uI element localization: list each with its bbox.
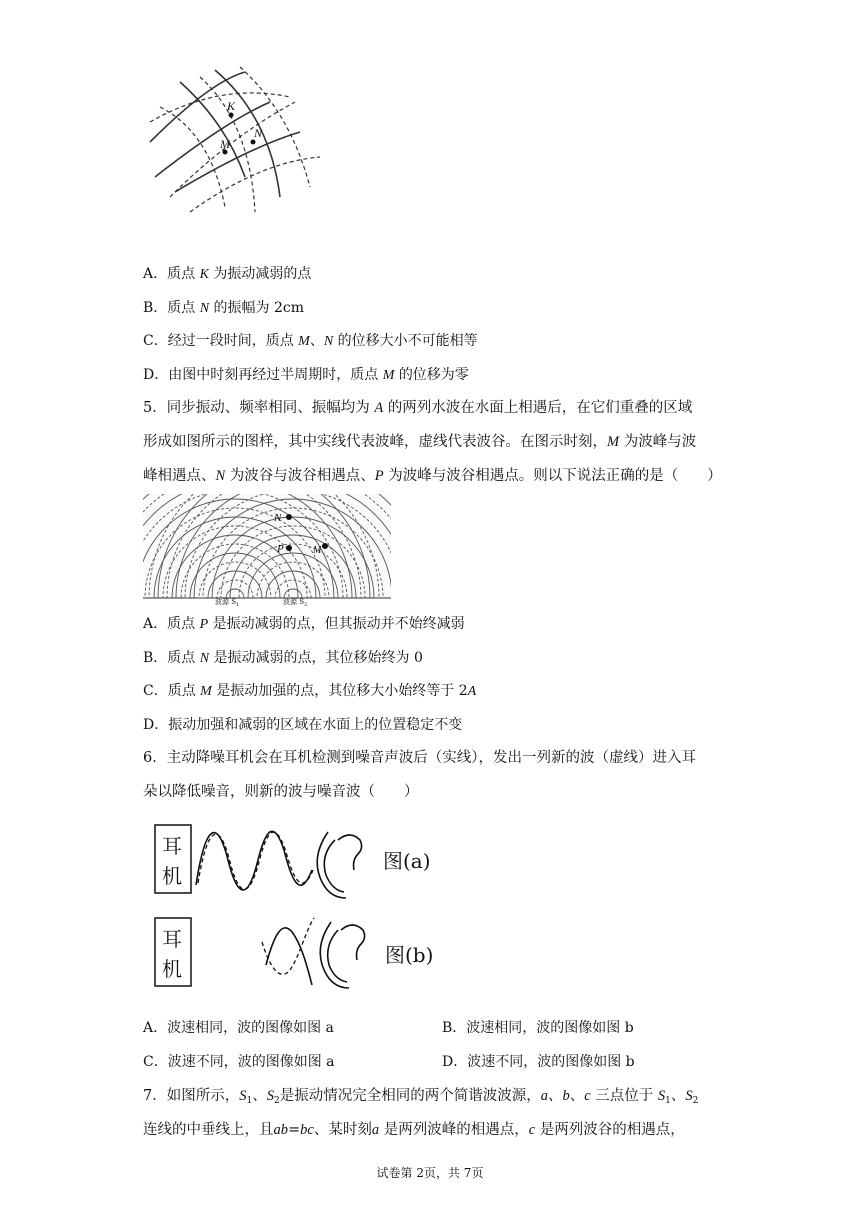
figure-b-label: 图(b) <box>385 943 434 967</box>
q7-stem-line2: 连线的中垂线上，且ab=bc、某时刻a 是两列波峰的相遇点，c 是两列波谷的相遇点， <box>143 1122 685 1138</box>
page-footer: 试卷第 2页，共 7页 <box>376 1166 484 1180</box>
ear-icon-outer <box>320 922 349 988</box>
q6-option-c: C．波速不同，波的图像如图 a <box>143 1054 335 1070</box>
q5-option-d: D．振动加强和减弱的区域在水面上的位置稳定不变 <box>143 717 463 733</box>
q5-stem-line2: 形成如图所示的图样，其中实线代表波峰，虚线代表波谷。在图示时刻，M 为波峰与波 <box>143 434 697 450</box>
svg-text:机: 机 <box>162 864 182 888</box>
label-k: K <box>227 99 236 113</box>
anti-noise-wave-a <box>198 832 314 889</box>
figure-a-label: 图(a) <box>383 849 431 873</box>
q6-stem-line2: 朵以降低噪音，则新的波与噪音波（ ） <box>143 784 419 800</box>
point-m <box>322 543 328 549</box>
point-n <box>286 514 292 520</box>
source-1-label: 波源 $S_1$ <box>215 598 240 606</box>
noise-cancel-figure <box>150 820 450 1000</box>
ear-icon <box>324 835 361 892</box>
svg-text:耳: 耳 <box>162 834 182 858</box>
q5-option-c: C．质点 M 是振动加强的点，其位移大小始终等于 2A <box>143 683 477 699</box>
q4-option-b: B．质点 N 的振幅为 2cm <box>143 300 305 316</box>
crest-line <box>175 132 300 192</box>
label-m: M <box>313 545 322 556</box>
noise-wave-a <box>196 831 312 890</box>
q4-option-a: A．质点 K 为振动减弱的点 <box>143 266 312 282</box>
q5-stem-line1: 5．同步振动、频率相同、振幅均为 A 的两列水波在水面上相遇后，在它们重叠的区域 <box>143 400 693 416</box>
interference-grid-figure <box>140 62 340 222</box>
q6-option-d: D．波速不同，波的图像如图 b <box>442 1054 635 1070</box>
q5-option-a: A．质点 P 是振动减弱的点，但其振动并不始终减弱 <box>143 616 465 632</box>
two-source-wave-figure <box>143 494 391 606</box>
q6-stem-line1: 6．主动降噪耳机会在耳机检测到噪音声波后（实线），发出一列新的波（虚线）进入耳 <box>143 750 696 766</box>
svg-text:耳: 耳 <box>162 927 182 951</box>
label-n: N <box>254 126 263 140</box>
q4-option-c: C．经过一段时间，质点 M、N 的位移大小不可能相等 <box>143 333 478 349</box>
q7-stem-line1: 7．如图所示，$S_1$、$S_2$是振动情况完全相同的两个简谐波波源，a、b、c 三点位于 $S_1$、$S_2$ <box>143 1088 699 1106</box>
point-n <box>251 140 256 145</box>
ear-icon <box>328 925 365 982</box>
ear-icon-outer <box>317 832 346 898</box>
label-p: P <box>277 543 284 555</box>
point-k <box>229 113 234 118</box>
label-n: N <box>274 512 282 524</box>
source-2-label: 波源 $S_2$ <box>283 598 308 606</box>
q6-option-a: A．波速相同，波的图像如图 a <box>143 1020 334 1036</box>
svg-text:机: 机 <box>162 957 182 981</box>
label-m: M <box>220 137 230 151</box>
q6-option-b: B．波速相同，波的图像如图 b <box>442 1020 634 1036</box>
q5-option-b: B．质点 N 是振动减弱的点，其位移始终为 0 <box>143 650 423 666</box>
q5-stem-line3: 峰相遇点、N 为波谷与波谷相遇点、P 为波峰与波谷相遇点。则以下说法正确的是（ ） <box>143 468 722 484</box>
point-p <box>286 545 292 551</box>
q4-option-d: D．由图中时刻再经过半周期时，质点 M 的位移为零 <box>143 367 469 383</box>
